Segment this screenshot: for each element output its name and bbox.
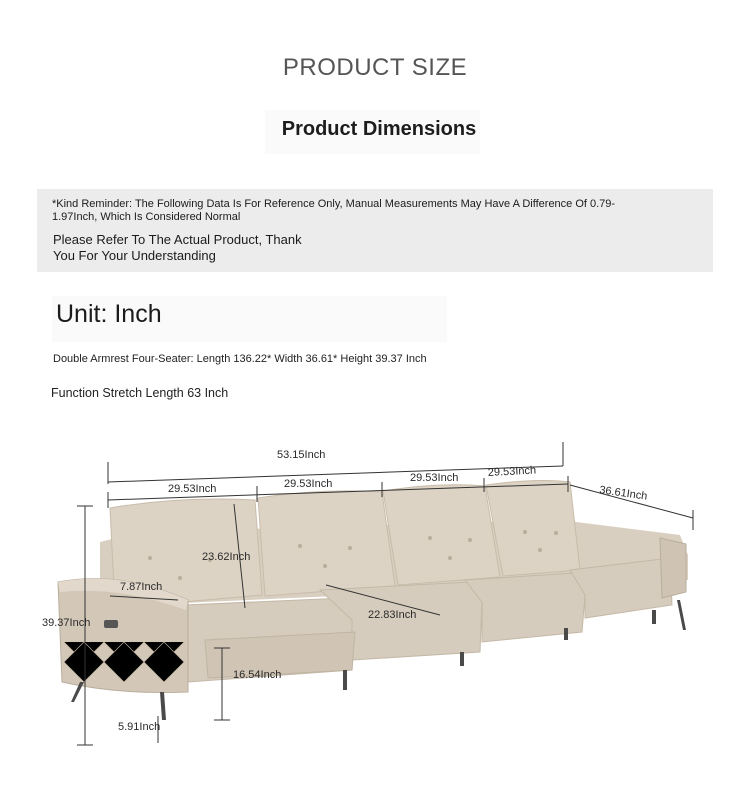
seat-width-label-4: 29.53Inch	[487, 464, 537, 479]
back-cushion-3	[383, 485, 500, 585]
reminder-note	[53, 232, 353, 264]
quilting	[64, 642, 184, 682]
seat-depth-label: 22.83Inch	[368, 609, 417, 621]
reminder-text: *Kind Reminder: The Following Data Is For Reference Only, Manual Measurements May Have A Difference Of 0.79-1.97Inch, Which Is Considered Normal	[52, 198, 616, 223]
seat-width-label-1: 29.53Inch	[168, 483, 217, 495]
seat-width-label-2: 29.53Inch	[284, 478, 333, 490]
right-armrest	[660, 538, 686, 598]
arm-width-label: 7.87Inch	[120, 581, 163, 593]
overall-length-label: 53.15Inch	[277, 449, 326, 461]
back-height-label: 23.62Inch	[202, 551, 251, 563]
recliner-button	[104, 620, 118, 628]
seat-height-label: 16.54Inch	[233, 669, 282, 681]
stretch-spec: Function Stretch Length 63 Inch	[51, 386, 229, 400]
product-title: Product Dimensions	[281, 118, 477, 140]
sofa-illustration	[58, 481, 688, 720]
reminder-note-line-2: You For Your Understanding	[53, 248, 216, 263]
section-heading: PRODUCT SIZE	[282, 54, 468, 81]
sofa-dimension-diagram	[0, 420, 750, 799]
unit-label: Unit: Inch	[56, 300, 162, 328]
seat-width-label-3: 29.53Inch	[410, 472, 459, 484]
dimensions-spec: Double Armrest Four-Seater: Length 136.22* Width 36.61* Height 39.37 Inch	[53, 353, 427, 365]
total-height-label: 39.37Inch	[42, 617, 91, 629]
back-cushion-2	[258, 491, 395, 596]
depth-label: 36.61Inch	[598, 484, 649, 503]
back-cushion-4	[486, 481, 580, 576]
leg-height-label: 5.91Inch	[118, 721, 161, 733]
reminder-note-line-1: Please Refer To The Actual Product, Thank	[53, 232, 302, 247]
